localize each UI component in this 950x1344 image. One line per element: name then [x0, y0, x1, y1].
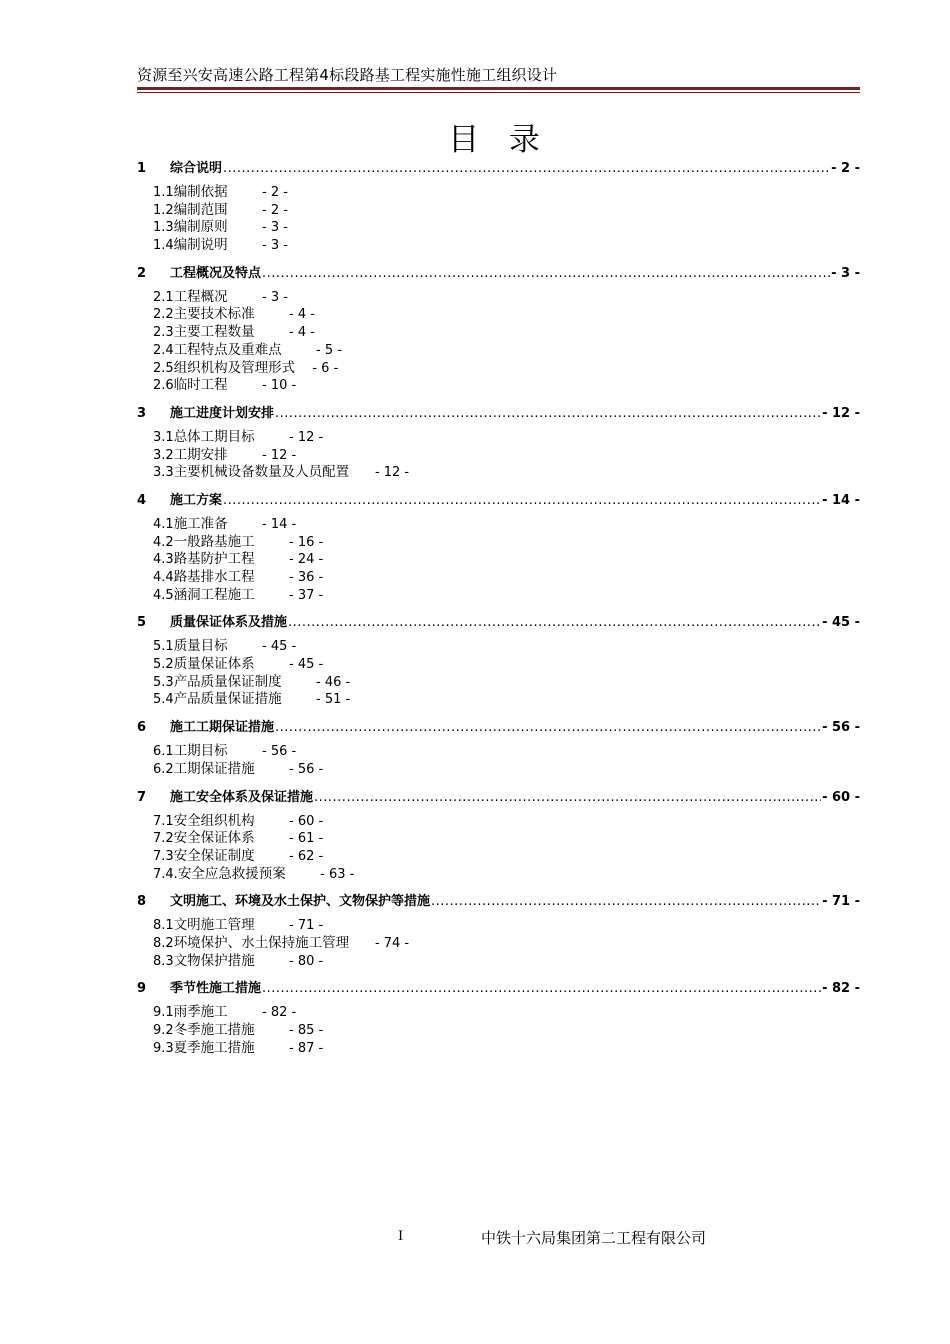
subsection-number: 7.3	[153, 848, 174, 864]
toc-subsection-7-3[interactable]	[153, 848, 860, 866]
toc-subsection-2-3[interactable]	[153, 324, 860, 342]
subsection-gap	[255, 830, 289, 846]
subsection-number: 4.4	[153, 570, 174, 585]
subsection-number: 8.3	[153, 953, 174, 969]
toc-subsection-2-6[interactable]	[153, 377, 860, 395]
subsection-gap	[255, 813, 289, 829]
toc-subsection-7-2[interactable]	[153, 830, 860, 848]
subsection-page: - 60 -	[289, 813, 324, 829]
toc-subsection-list	[137, 429, 860, 482]
toc-subsection-list	[137, 184, 860, 255]
subsection-page: - 2 -	[262, 185, 288, 200]
toc-subsection-5-2[interactable]	[153, 656, 860, 674]
page-footer	[0, 1227, 950, 1247]
subsection-label: 安全应急救援预案	[177, 865, 286, 882]
header-title: 资源至兴安高速公路工程第4标段路基工程实施性施工组织设计	[137, 66, 558, 84]
chapter-number: 6	[137, 720, 147, 736]
subsection-number: 2.3	[153, 325, 174, 341]
toc-subsection-6-1[interactable]	[153, 743, 860, 761]
toc-subsection-3-1[interactable]	[153, 429, 860, 447]
subsection-number: 8.2	[153, 935, 174, 951]
subsection-label: 工期安排	[173, 446, 228, 463]
subsection-label: 质量目标	[173, 638, 228, 655]
chapter-title: 施工安全体系及保证措施	[170, 789, 314, 805]
toc-subsection-list	[137, 1004, 860, 1057]
chapter-page: - 82 -	[822, 981, 860, 997]
subsection-gap	[228, 1004, 262, 1020]
toc-subsection-9-1[interactable]	[153, 1004, 860, 1022]
subsection-gap	[228, 638, 262, 654]
subsection-number: 4.2	[153, 534, 174, 550]
subsection-label: 主要机械设备数量及人员配置	[173, 464, 350, 481]
toc-subsection-4-4[interactable]	[153, 569, 860, 587]
subsection-gap	[228, 516, 262, 532]
subsection-page: - 3 -	[262, 289, 288, 305]
header-rule-thin	[137, 92, 860, 93]
subsection-page: - 3 -	[262, 220, 288, 236]
subsection-page: - 24 -	[289, 552, 324, 568]
toc-chapter-2[interactable]	[137, 262, 860, 282]
toc-subsection-5-3[interactable]	[153, 674, 860, 692]
subsection-number: 6.1	[153, 744, 174, 760]
chapter-page: - 14 -	[822, 492, 860, 508]
subsection-label: 临时工程	[173, 377, 228, 394]
toc-subsection-1-4[interactable]	[153, 237, 860, 255]
subsection-label: 工程概况	[173, 288, 228, 305]
subsection-number: 1.4	[153, 238, 174, 254]
subsection-label: 路基防护工程	[173, 551, 255, 568]
subsection-label: 文物保护措施	[173, 952, 255, 969]
chapter-page: - 3 -	[831, 265, 860, 281]
subsection-page: - 4 -	[289, 325, 315, 341]
toc-title: 目 录	[448, 122, 550, 158]
chapter-number: 4	[137, 492, 147, 508]
chapter-title: 施工进度计划安排	[170, 405, 275, 421]
subsection-gap	[255, 551, 289, 567]
subsection-label: 施工准备	[173, 515, 228, 532]
toc-subsection-4-1[interactable]	[153, 516, 860, 534]
subsection-page: - 12 -	[289, 429, 324, 445]
subsection-number: 1.2	[153, 202, 174, 218]
toc-subsection-3-2[interactable]	[153, 447, 860, 465]
dot-leader	[275, 720, 821, 735]
toc-subsection-8-3[interactable]	[153, 953, 860, 971]
toc-subsection-8-2[interactable]	[153, 935, 860, 953]
toc-subsection-2-4[interactable]	[153, 342, 860, 360]
subsection-label: 编制说明	[173, 237, 228, 254]
subsection-label: 环境保护、水土保持施工管理	[173, 934, 350, 951]
header-rule	[137, 87, 860, 90]
toc-subsection-3-3[interactable]	[153, 464, 860, 482]
subsection-number: 3.2	[153, 447, 174, 463]
chapter-number: 3	[137, 405, 147, 421]
subsection-page: - 45 -	[262, 639, 297, 655]
chapter-page: - 60 -	[822, 789, 860, 805]
subsection-number: 7.1	[153, 813, 174, 829]
toc-subsection-1-1[interactable]	[153, 184, 860, 202]
subsection-page: - 2 -	[262, 202, 288, 218]
subsection-number: 4.5	[153, 587, 174, 603]
subsection-number: 1.1	[153, 185, 174, 200]
subsection-label: 工程特点及重难点	[173, 341, 282, 358]
chapter-number: 9	[137, 981, 147, 997]
toc-subsection-8-1[interactable]	[153, 917, 860, 935]
toc-chapter-7[interactable]	[137, 786, 860, 806]
toc-chapter-9[interactable]	[137, 977, 860, 997]
subsection-label: 编制范围	[173, 201, 228, 218]
subsection-page: - 87 -	[289, 1040, 324, 1056]
subsection-gap	[349, 464, 375, 480]
subsection-label: 编制依据	[173, 184, 228, 200]
chapter-title: 季节性施工措施	[170, 981, 262, 997]
subsection-number: 4.1	[153, 516, 174, 532]
subsection-number: 2.4	[153, 342, 174, 358]
subsection-page: - 51 -	[316, 692, 351, 708]
toc-subsection-1-3[interactable]	[153, 219, 860, 237]
subsection-gap	[228, 377, 262, 393]
subsection-label: 工期目标	[173, 743, 228, 760]
dot-leader	[431, 894, 821, 909]
table-of-contents	[137, 157, 860, 1057]
subsection-gap	[282, 342, 316, 358]
chapter-title: 施工方案	[170, 492, 223, 508]
subsection-page: - 56 -	[262, 744, 297, 760]
chapter-page: - 12 -	[822, 405, 860, 421]
subsection-label: 组织机构及管理形式	[173, 359, 296, 376]
subsection-gap	[255, 534, 289, 550]
subsection-page: - 12 -	[374, 465, 410, 481]
subsection-gap	[255, 953, 289, 969]
subsection-number: 5.1	[153, 639, 174, 655]
toc-subsection-list	[137, 917, 860, 970]
subsection-label: 雨季施工	[173, 1004, 228, 1021]
toc-subsection-list	[137, 743, 860, 778]
subsection-gap	[255, 761, 289, 777]
dot-leader	[223, 493, 821, 508]
toc-chapter-8[interactable]	[137, 890, 860, 910]
subsection-gap	[228, 237, 262, 253]
toc-chapter-4[interactable]	[137, 489, 860, 509]
toc-subsection-4-3[interactable]	[153, 551, 860, 569]
subsection-gap	[349, 935, 375, 951]
subsection-page: - 16 -	[289, 534, 324, 550]
subsection-page: - 56 -	[289, 761, 324, 777]
chapter-page: - 71 -	[822, 894, 860, 910]
subsection-number: 4.3	[153, 552, 174, 568]
subsection-page: - 82 -	[262, 1005, 297, 1021]
subsection-page: - 36 -	[289, 570, 324, 585]
subsection-number: 3.3	[153, 465, 174, 481]
subsection-page: - 4 -	[289, 307, 315, 323]
subsection-number: 2.1	[153, 289, 174, 305]
subsection-label: 主要技术标准	[173, 306, 255, 323]
chapter-number: 5	[137, 615, 147, 631]
subsection-label: 一般路基施工	[173, 533, 255, 550]
subsection-gap	[255, 324, 289, 340]
chapter-number: 7	[137, 789, 147, 805]
subsection-page: - 85 -	[289, 1023, 324, 1038]
toc-chapter-1[interactable]	[137, 157, 860, 177]
subsection-gap	[282, 691, 316, 707]
subsection-label: 安全保证制度	[173, 847, 255, 864]
subsection-number: 9.2	[153, 1023, 174, 1038]
subsection-page: - 61 -	[289, 831, 324, 847]
toc-subsection-2-5[interactable]	[153, 360, 860, 378]
subsection-page: - 37 -	[289, 587, 324, 603]
subsection-label: 总体工期目标	[173, 428, 255, 445]
subsection-number: 9.3	[153, 1040, 174, 1056]
toc-subsection-2-1[interactable]	[153, 289, 860, 307]
subsection-label: 质量保证体系	[173, 656, 255, 673]
subsection-page: - 62 -	[289, 848, 324, 864]
chapter-title: 工程概况及特点	[170, 265, 262, 281]
subsection-number: 7.4.	[153, 866, 178, 882]
subsection-gap	[255, 848, 289, 864]
subsection-gap	[282, 674, 316, 690]
toc-subsection-9-3[interactable]	[153, 1040, 860, 1058]
toc-subsection-list	[137, 813, 860, 884]
toc-subsection-4-2[interactable]	[153, 534, 860, 552]
subsection-gap	[255, 1022, 289, 1038]
toc-subsection-5-1[interactable]	[153, 638, 860, 656]
dot-leader	[262, 981, 821, 996]
subsection-number: 5.2	[153, 657, 174, 673]
subsection-gap	[255, 306, 289, 322]
subsection-page: - 71 -	[289, 918, 324, 934]
subsection-label: 冬季施工措施	[173, 1022, 255, 1038]
chapter-title: 质量保证体系及措施	[170, 615, 288, 631]
subsection-label: 安全保证体系	[173, 830, 255, 847]
subsection-gap	[255, 587, 289, 603]
subsection-gap	[228, 289, 262, 305]
subsection-gap	[295, 360, 312, 376]
subsection-gap	[228, 202, 262, 218]
chapter-title: 综合说明	[170, 161, 223, 176]
toc-subsection-5-4[interactable]	[153, 691, 860, 709]
toc-subsection-9-2[interactable]	[153, 1022, 860, 1040]
subsection-page: - 45 -	[289, 657, 324, 673]
toc-subsection-7-4[interactable]	[153, 866, 860, 884]
toc-subsection-4-5[interactable]	[153, 587, 860, 605]
subsection-number: 7.2	[153, 831, 174, 847]
subsection-label: 路基排水工程	[173, 569, 255, 585]
subsection-number: 3.1	[153, 429, 174, 445]
subsection-label: 主要工程数量	[173, 324, 255, 341]
subsection-label: 文明施工管理	[173, 917, 255, 934]
dot-leader	[314, 790, 821, 805]
subsection-page: - 46 -	[316, 674, 351, 690]
subsection-gap	[228, 447, 262, 463]
toc-subsection-list	[137, 516, 860, 604]
subsection-label: 工期保证措施	[173, 760, 255, 777]
subsection-gap	[228, 743, 262, 759]
subsection-page: - 3 -	[262, 238, 288, 254]
dot-leader	[275, 406, 821, 421]
subsection-label: 安全组织机构	[173, 812, 255, 829]
subsection-number: 8.1	[153, 918, 174, 934]
subsection-page: - 74 -	[374, 935, 410, 951]
toc-subsection-2-2[interactable]	[153, 306, 860, 324]
subsection-page: - 10 -	[262, 378, 297, 394]
subsection-label: 产品质量保证制度	[173, 673, 282, 690]
subsection-gap	[228, 184, 262, 200]
subsection-gap	[255, 429, 289, 445]
subsection-number: 5.4	[153, 692, 174, 708]
subsection-page: - 6 -	[312, 360, 339, 376]
subsection-number: 2.2	[153, 307, 174, 323]
chapter-number: 1	[137, 161, 147, 176]
chapter-page: - 2 -	[831, 161, 860, 176]
toc-subsection-1-2[interactable]	[153, 202, 860, 220]
subsection-gap	[255, 917, 289, 933]
subsection-label: 产品质量保证措施	[173, 691, 282, 708]
subsection-number: 1.3	[153, 220, 174, 236]
dot-leader	[262, 266, 830, 281]
subsection-number: 2.5	[153, 360, 174, 376]
dot-leader	[288, 615, 821, 630]
subsection-gap	[255, 656, 289, 672]
subsection-gap	[286, 866, 320, 882]
subsection-number: 2.6	[153, 378, 174, 394]
chapter-number: 8	[137, 894, 147, 910]
subsection-gap	[255, 1040, 289, 1056]
subsection-page: - 14 -	[262, 516, 297, 532]
subsection-number: 9.1	[153, 1005, 174, 1021]
subsection-label: 涵洞工程施工	[173, 586, 255, 603]
toc-subsection-list	[137, 289, 860, 395]
footer-page-number: I	[398, 1229, 404, 1244]
toc-subsection-list	[137, 638, 860, 709]
subsection-number: 5.3	[153, 674, 174, 690]
toc-subsection-7-1[interactable]	[153, 813, 860, 831]
dot-leader	[223, 161, 830, 176]
subsection-gap	[228, 219, 262, 235]
subsection-label: 夏季施工措施	[173, 1039, 255, 1056]
subsection-page: - 80 -	[289, 953, 324, 969]
chapter-title: 施工工期保证措施	[170, 720, 275, 736]
toc-chapter-5[interactable]	[137, 611, 860, 631]
toc-chapter-3[interactable]	[137, 402, 860, 422]
subsection-label: 编制原则	[173, 219, 228, 236]
chapter-number: 2	[137, 265, 147, 281]
subsection-page: - 12 -	[262, 447, 297, 463]
chapter-title: 文明施工、环境及水土保护、文物保护等措施	[170, 894, 431, 910]
toc-subsection-6-2[interactable]	[153, 761, 860, 779]
footer-company: 中铁十六局集团第二工程有限公司	[481, 1229, 707, 1247]
toc-chapter-6[interactable]	[137, 716, 860, 736]
chapter-page: - 56 -	[822, 720, 860, 736]
subsection-page: - 5 -	[316, 342, 342, 358]
subsection-number: 6.2	[153, 761, 174, 777]
chapter-page: - 45 -	[822, 615, 860, 631]
subsection-page: - 63 -	[320, 866, 355, 882]
subsection-gap	[255, 569, 289, 585]
